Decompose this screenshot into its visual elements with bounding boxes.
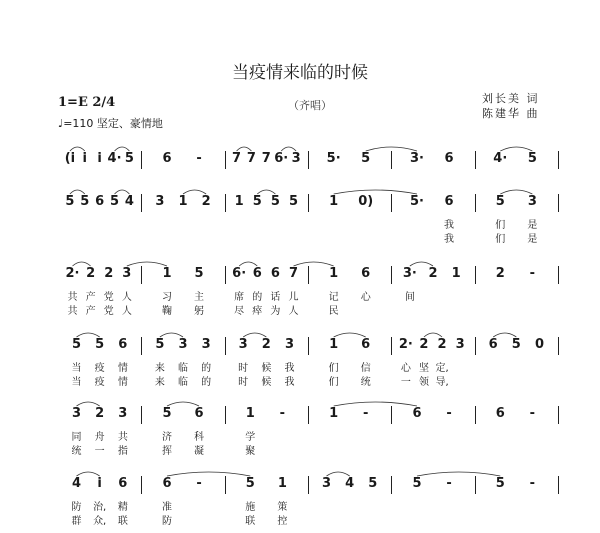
note: 3 (455, 337, 465, 352)
score-row (58, 472, 558, 527)
slur-marks (58, 472, 558, 482)
lyric-char: 策 (277, 502, 288, 513)
lyric-char: 疫 (94, 377, 105, 388)
lyric-char: 党 (103, 306, 114, 317)
note: 2 (419, 337, 429, 352)
lyric-char: 鞠 (161, 306, 172, 317)
note: 4· (107, 151, 122, 166)
lyric-char: 党 (103, 292, 114, 303)
slur (334, 190, 417, 194)
note: 5 (252, 194, 262, 209)
note: 2 (261, 337, 271, 352)
lyric-char: 指 (117, 446, 128, 457)
lyric-char: 来 (154, 363, 165, 374)
note: 1 (329, 194, 339, 209)
tempo-marking: ♩=110 坚定、豪情地 (58, 117, 163, 130)
lyric-char: 人 (121, 292, 132, 303)
note: 2· (65, 266, 80, 281)
note: - (529, 406, 536, 421)
lyric-char: 共 (67, 306, 78, 317)
slur (115, 190, 130, 194)
note: 3 (118, 406, 128, 421)
note: - (446, 476, 452, 491)
note: 6 (444, 194, 454, 209)
lyric-char: 人 (121, 306, 132, 317)
note: 6 (95, 194, 105, 209)
lyric-char: 一 (94, 446, 105, 457)
slur (500, 147, 532, 151)
note: 0 (534, 337, 544, 352)
lyric-char: 当 (71, 377, 82, 388)
lyric-char: 瘁 (252, 306, 263, 317)
lyric-char: 定, (435, 363, 449, 374)
lyric-char: 尽 (234, 306, 245, 317)
slur (167, 472, 250, 476)
lyric-char: 统 (71, 446, 82, 457)
lyric-char: 候 (261, 377, 272, 388)
note: 3· (402, 266, 417, 281)
lyric-char: 间 (404, 292, 415, 303)
slur (327, 472, 350, 476)
lyric-char: 的 (252, 292, 263, 303)
lyric-char: 候 (261, 363, 272, 374)
note: 1 (234, 194, 244, 209)
lyric-char: 心 (360, 292, 371, 303)
lyric-char: 是 (527, 234, 538, 245)
lyric-char: 席 (234, 292, 245, 303)
note: 5 (288, 194, 299, 209)
barline (558, 194, 559, 212)
lyric-char: 时 (238, 363, 249, 374)
note: 7 (261, 151, 271, 166)
lyric-char: 当 (71, 363, 82, 374)
key-signature: 1=E 2/4 (58, 95, 116, 110)
slur (281, 147, 296, 151)
lyric-char: 情 (117, 363, 128, 374)
lyric-char: 情 (117, 377, 128, 388)
note: 7 (232, 151, 242, 166)
score-row (58, 262, 558, 317)
lyric-char: 施 (245, 502, 256, 513)
note: 6 (495, 406, 505, 421)
note: 2 (437, 337, 447, 352)
note: 6 (361, 337, 371, 352)
lyric-char: 疫 (94, 363, 105, 374)
lyric-char: 们 (495, 234, 506, 245)
note: 5 (245, 476, 255, 491)
note: 3 (321, 476, 332, 491)
note: - (196, 151, 202, 166)
slur (294, 262, 334, 266)
slur (417, 472, 500, 476)
note: 6 (194, 406, 204, 421)
lyric-char: 儿 (288, 292, 299, 303)
lyric-char: 统 (360, 377, 371, 388)
note: 5 (194, 266, 204, 281)
lyric-char: 挥 (161, 446, 172, 457)
note: 7 (288, 266, 299, 281)
lyric-char: 时 (238, 377, 249, 388)
lyric-char: 产 (85, 292, 96, 303)
note: - (529, 476, 536, 491)
lyric-char: 民 (328, 306, 339, 317)
note: 2 (428, 266, 438, 281)
note: 3 (178, 337, 188, 352)
note: 7 (246, 151, 256, 166)
slur (167, 402, 199, 406)
note: 5 (368, 476, 378, 491)
slur (70, 190, 85, 194)
note: 5· (409, 194, 424, 209)
lyric-char: 记 (328, 292, 339, 303)
slur (334, 333, 366, 337)
lyric-char: 学 (245, 432, 256, 443)
note: 3 (238, 337, 248, 352)
slur-marks (58, 262, 558, 272)
lyric-char: 联 (245, 516, 256, 527)
note: 6 (162, 151, 172, 166)
lyric-char: 舟 (94, 432, 105, 443)
note: 5 (95, 337, 105, 352)
note: 6 (162, 476, 172, 491)
barline (558, 337, 559, 355)
score-row (58, 147, 558, 171)
lyric-char: 躬 (194, 306, 205, 317)
lyric-char: 共 (67, 292, 78, 303)
note: 5 (110, 194, 120, 209)
barline (558, 266, 559, 284)
note: 1 (277, 476, 287, 491)
note: 2 (95, 406, 105, 421)
lyric-char: 同 (71, 432, 82, 443)
note: 6 (488, 337, 498, 352)
note: - (196, 476, 202, 491)
note: 1 (329, 337, 339, 352)
note: 2· (398, 337, 413, 352)
note: 6 (118, 476, 128, 491)
lyric-char: 科 (194, 432, 205, 443)
note: 4 (71, 476, 82, 491)
note: 6 (361, 266, 371, 281)
note: 5 (80, 194, 90, 209)
note: i (97, 476, 102, 491)
note: 5 (65, 194, 75, 209)
note: - (529, 266, 536, 281)
lyric-char: 济 (161, 432, 172, 443)
lyricist-credit: 刘长美 词 (482, 92, 540, 105)
note: 6· (274, 151, 289, 166)
slur (257, 190, 275, 194)
lyric-char: 我 (444, 220, 455, 231)
lyric-char: 我 (284, 377, 295, 388)
slur (160, 333, 183, 337)
lyric-char: 治, (93, 502, 107, 513)
slur (424, 333, 442, 337)
note: - (446, 406, 452, 421)
note: 6 (252, 266, 262, 281)
note: 2 (495, 266, 505, 281)
slur (70, 147, 85, 151)
note: 1 (329, 406, 339, 421)
note: 3 (122, 266, 132, 281)
lyric-char: 防 (71, 502, 82, 513)
lyric-char: 共 (117, 432, 128, 443)
note: 3 (71, 406, 82, 421)
lyric-char: 领 (418, 377, 429, 388)
note: 5 (495, 476, 505, 491)
note: i (97, 151, 102, 166)
lyric-char: 习 (161, 292, 172, 303)
slur (366, 147, 417, 151)
lyric-char: 临 (178, 363, 188, 374)
note: 5 (361, 151, 371, 166)
lyric-char: 我 (284, 363, 295, 374)
lyric-char: 精 (117, 502, 128, 513)
note: 4 (124, 194, 134, 209)
note: - (279, 406, 286, 421)
composer-credit: 陈建华 曲 (482, 107, 540, 120)
lyric-char: 话 (270, 292, 281, 303)
slur (239, 262, 257, 266)
lyric-char: 的 (201, 377, 212, 388)
note: 6· (232, 266, 247, 281)
slur (334, 402, 417, 406)
slur-marks (58, 333, 558, 343)
slur-marks (58, 147, 558, 157)
note: 6 (444, 151, 454, 166)
note: 5 (162, 406, 172, 421)
slur (183, 190, 206, 194)
note: 5 (155, 337, 165, 352)
score-row (58, 402, 558, 457)
note: 0) (358, 194, 374, 209)
note: 1 (451, 266, 461, 281)
lyric-char: 人 (288, 306, 299, 317)
slur-marks (58, 190, 558, 200)
lyric-char: 导, (435, 377, 449, 388)
note: 2 (86, 266, 96, 281)
slur-marks (58, 402, 558, 412)
lyric-char: 信 (360, 363, 371, 374)
lyric-char: 聚 (245, 446, 256, 457)
slur (237, 147, 252, 151)
note: 3· (409, 151, 424, 166)
slur (72, 262, 90, 266)
note: 6 (118, 337, 128, 352)
note: (i (64, 151, 76, 166)
note: 3 (527, 194, 537, 209)
lyric-char: 一 (400, 377, 411, 388)
slur (77, 402, 100, 406)
slur (127, 262, 167, 266)
lyric-char: 众, (93, 516, 107, 527)
lyric-char: 凝 (194, 446, 205, 457)
lyric-char: 准 (161, 502, 172, 513)
lyric-char: 心 (400, 363, 411, 374)
slur (493, 333, 516, 337)
lyric-char: 们 (328, 377, 339, 388)
note: - (362, 406, 369, 421)
note: 5· (326, 151, 341, 166)
note: 5 (511, 337, 521, 352)
lyric-char: 主 (194, 292, 205, 303)
note: 4 (345, 476, 355, 491)
score-row (58, 190, 558, 245)
score-row (58, 333, 558, 388)
note: 1 (178, 194, 188, 209)
note: i (82, 151, 88, 166)
slur (500, 190, 532, 194)
note: 5 (527, 151, 537, 166)
note: 3 (155, 194, 165, 209)
note: 6 (412, 406, 422, 421)
lyric-char: 我 (444, 234, 455, 245)
note: 2 (201, 194, 211, 209)
slur (410, 262, 433, 266)
note: 6 (270, 266, 280, 281)
note: 3 (284, 337, 294, 352)
note: 5 (495, 194, 505, 209)
lyric-char: 产 (85, 306, 96, 317)
lyric-char: 群 (71, 516, 82, 527)
note: 5 (124, 151, 134, 166)
note: 3 (291, 151, 301, 166)
note: 3 (201, 337, 211, 352)
lyric-char: 临 (178, 377, 188, 388)
barline (558, 476, 559, 494)
note: 5 (71, 337, 82, 352)
note: 1 (162, 266, 172, 281)
performance-mode: （齐唱） (288, 99, 332, 112)
lyric-char: 联 (117, 516, 128, 527)
slur (243, 333, 266, 337)
note: 2 (104, 266, 114, 281)
barline (558, 151, 559, 169)
barline (558, 406, 559, 424)
slur (77, 333, 100, 337)
note: 4· (493, 151, 508, 166)
lyric-char: 的 (201, 363, 212, 374)
lyric-char: 是 (527, 220, 538, 231)
lyric-char: 防 (161, 516, 172, 527)
note: 1 (329, 266, 339, 281)
lyric-char: 控 (277, 516, 288, 527)
slur (115, 147, 130, 151)
note: 5 (412, 476, 422, 491)
lyric-char: 为 (270, 306, 281, 317)
lyric-char: 们 (328, 363, 339, 374)
note: 5 (270, 194, 280, 209)
lyric-char: 来 (154, 377, 165, 388)
song-title: 当疫情来临的时候 (232, 63, 368, 83)
lyric-char: 们 (495, 220, 506, 231)
slur (77, 472, 100, 476)
note: 1 (245, 406, 255, 421)
lyric-char: 坚 (418, 363, 429, 374)
